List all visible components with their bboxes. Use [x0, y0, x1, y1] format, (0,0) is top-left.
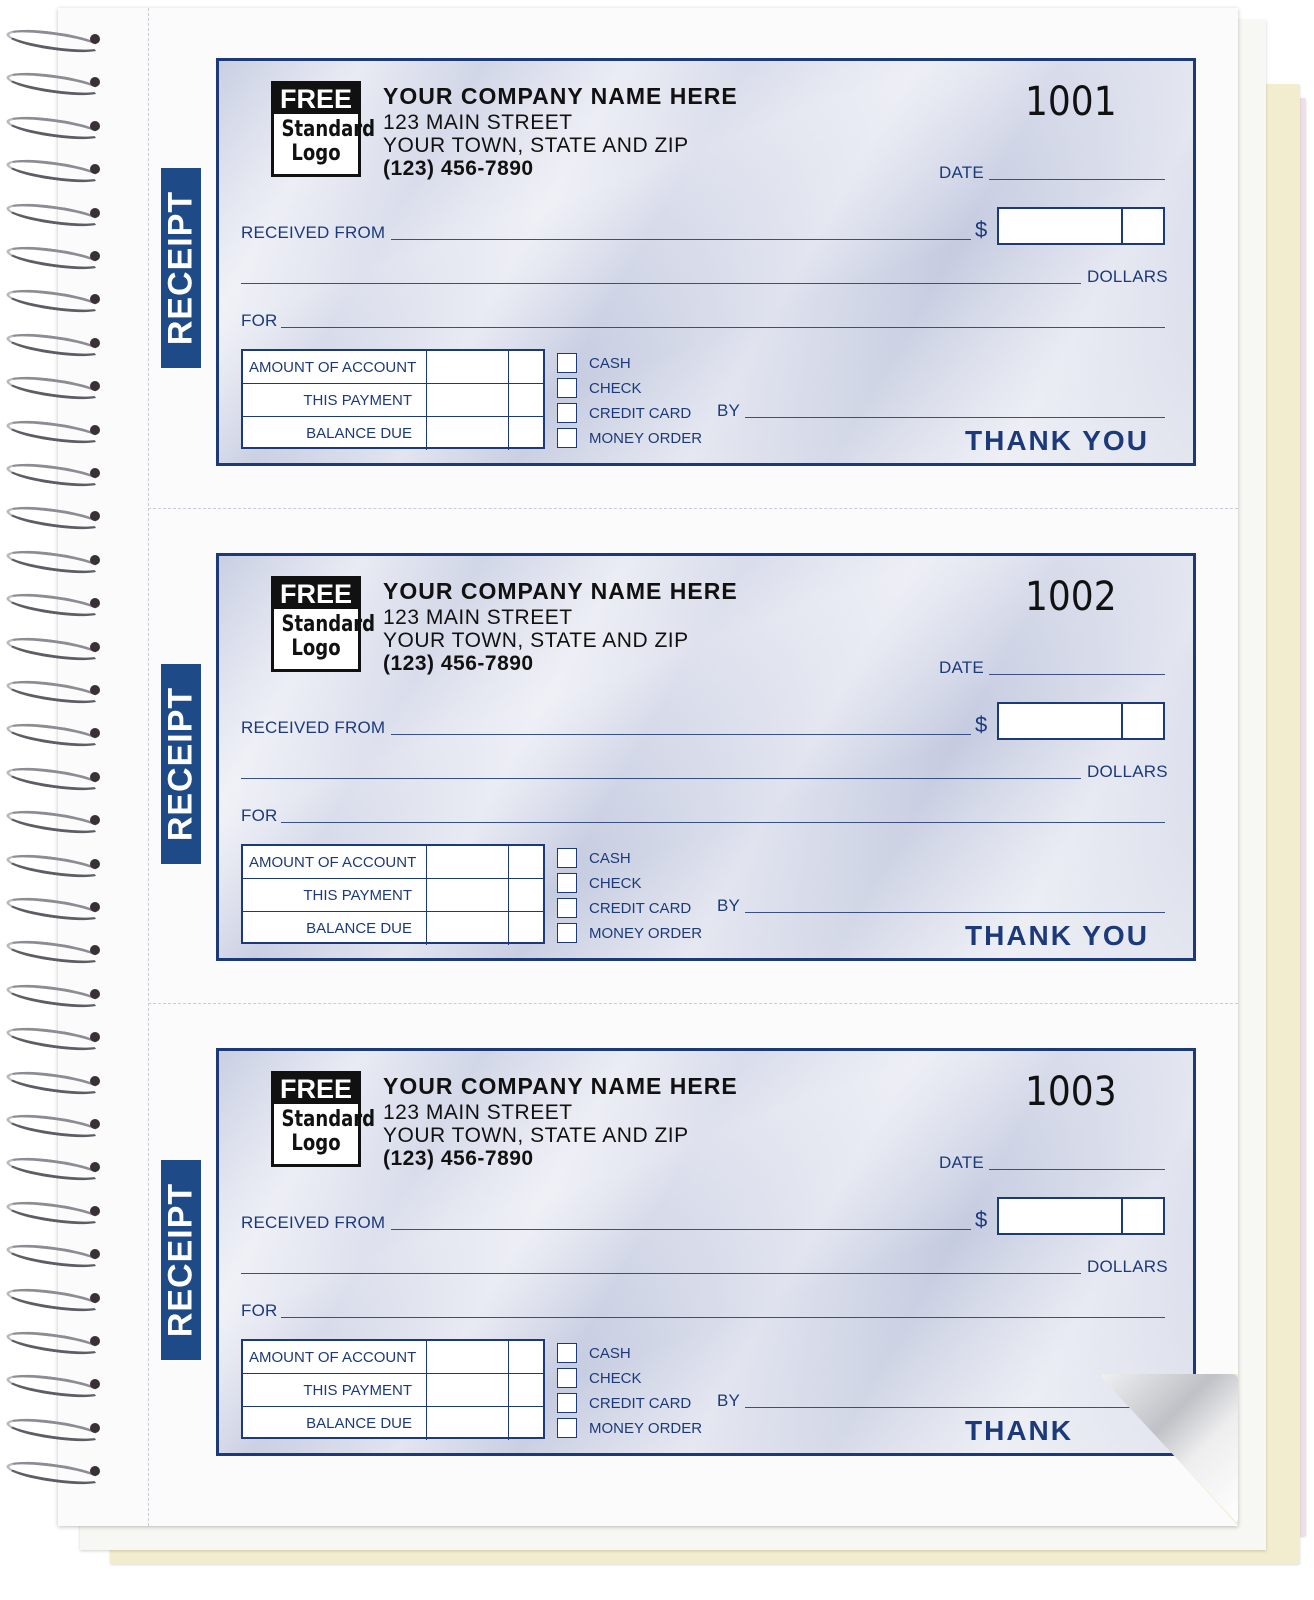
received-from-label: RECEIVED FROM	[241, 1213, 386, 1232]
company-phone: (123) 456-7890	[383, 652, 534, 675]
punch-hole	[90, 1076, 100, 1086]
spiral-coil	[6, 726, 102, 740]
spiral-coil	[6, 770, 102, 784]
punch-hole	[90, 381, 100, 391]
punch-hole	[90, 1249, 100, 1259]
punch-hole	[90, 642, 100, 652]
by-field[interactable]	[745, 1407, 1165, 1408]
for-field[interactable]	[281, 327, 1165, 328]
spiral-coil	[6, 1247, 102, 1261]
spiral-coil	[6, 292, 102, 306]
dollars-label: DOLLARS	[1087, 762, 1168, 781]
coil-wire	[5, 937, 103, 968]
by-label: BY	[717, 896, 741, 915]
spiral-coil	[6, 509, 102, 523]
spiral-coil	[6, 1074, 102, 1088]
company-street: 123 MAIN STREET	[383, 111, 573, 134]
spiral-coil	[6, 813, 102, 827]
spiral-coil	[6, 119, 102, 133]
coil-wire	[5, 1241, 103, 1272]
credit-card-label: CREDIT CARD	[589, 1395, 692, 1412]
punch-hole	[90, 1032, 100, 1042]
coil-wire	[5, 980, 103, 1011]
punch-hole	[90, 1336, 100, 1346]
punch-hole	[90, 859, 100, 869]
punch-hole	[90, 772, 100, 782]
coil-wire	[5, 1197, 103, 1228]
coil-wire	[5, 1458, 103, 1489]
thank-you-text: THANK	[965, 1415, 1073, 1446]
logo-free-text: FREE	[274, 1074, 358, 1104]
cash-label: CASH	[589, 850, 631, 867]
receipt-number: 1003	[1025, 1069, 1117, 1115]
cents-divider	[1121, 1199, 1123, 1233]
by-field[interactable]	[745, 912, 1165, 913]
punch-hole	[90, 338, 100, 348]
by-field[interactable]	[745, 417, 1165, 418]
tear-perforation	[148, 1003, 1238, 1004]
check-checkbox[interactable]	[557, 1368, 577, 1388]
balance-due-row	[243, 417, 543, 450]
balance-due-label: BALANCE DUE	[243, 417, 427, 450]
receipt-form	[216, 553, 1196, 961]
spiral-coil	[6, 1030, 102, 1044]
company-phone: (123) 456-7890	[383, 1147, 534, 1170]
logo-free-text: FREE	[274, 84, 358, 114]
coil-wire	[5, 1154, 103, 1185]
spiral-coil	[6, 1334, 102, 1348]
receipt-tab-label: RECEIPT	[161, 1182, 200, 1338]
amount-of-account-label: AMOUNT OF ACCOUNT	[243, 351, 427, 383]
punch-hole	[90, 1293, 100, 1303]
amount-box[interactable]	[997, 702, 1165, 740]
receipt-tab	[161, 664, 201, 864]
spiral-coil	[6, 900, 102, 914]
this-payment-row	[243, 879, 543, 912]
coil-wire	[5, 720, 103, 751]
spiral-binding	[0, 0, 110, 1600]
coil-wire	[5, 25, 103, 56]
cash-checkbox[interactable]	[557, 353, 577, 373]
spiral-coil	[6, 857, 102, 871]
money-order-checkbox[interactable]	[557, 1418, 577, 1438]
thank-you-text: THANK YOU	[965, 920, 1149, 951]
amount-of-account-field[interactable]	[427, 1341, 509, 1373]
coil-wire	[5, 807, 103, 838]
for-field[interactable]	[281, 822, 1165, 823]
this-payment-label: THIS PAYMENT	[243, 1374, 427, 1406]
spiral-coil	[6, 32, 102, 46]
coil-wire	[5, 1067, 103, 1098]
punch-hole	[90, 34, 100, 44]
money-order-label: MONEY ORDER	[589, 925, 703, 942]
dollar-sign: $	[975, 712, 988, 737]
logo-placeholder	[271, 1071, 376, 1167]
thank-you-text: THANK YOU	[965, 425, 1149, 456]
receipt-tab-label: RECEIPT	[161, 686, 200, 842]
coil-wire	[5, 590, 103, 621]
punch-hole	[90, 685, 100, 695]
amount-of-account-row	[243, 351, 543, 384]
receipt-tab	[161, 1160, 201, 1360]
this-payment-field[interactable]	[427, 1374, 509, 1406]
punch-hole	[90, 902, 100, 912]
spiral-coil	[6, 206, 102, 220]
amount-of-account-field[interactable]	[427, 846, 509, 878]
company-city: YOUR TOWN, STATE AND ZIP	[383, 629, 689, 652]
receipt-number: 1001	[1025, 79, 1117, 125]
by-label: BY	[717, 1391, 741, 1410]
balance-due-field[interactable]	[427, 912, 509, 945]
spiral-coil	[6, 1377, 102, 1391]
for-label: FOR	[241, 311, 278, 330]
this-payment-label: THIS PAYMENT	[243, 879, 427, 911]
coil-wire	[5, 676, 103, 707]
coil-wire	[5, 893, 103, 924]
dollars-label: DOLLARS	[1087, 267, 1168, 286]
punch-hole	[90, 815, 100, 825]
coil-wire	[5, 1110, 103, 1141]
logo-standard-text: Standard	[281, 117, 376, 142]
cents-divider	[1121, 209, 1123, 243]
punch-hole	[90, 598, 100, 608]
receipt-number: 1002	[1025, 574, 1117, 620]
company-street: 123 MAIN STREET	[383, 1101, 573, 1124]
spiral-coil	[6, 1291, 102, 1305]
coil-wire	[5, 546, 103, 577]
amount-box[interactable]	[997, 1197, 1165, 1235]
amount-of-account-field[interactable]	[427, 351, 509, 383]
check-label: CHECK	[589, 875, 642, 892]
punch-hole	[90, 164, 100, 174]
amount-of-account-label: AMOUNT OF ACCOUNT	[243, 846, 427, 878]
date-label: DATE	[939, 163, 984, 182]
account-grid	[241, 1339, 545, 1439]
amount-of-account-label: AMOUNT OF ACCOUNT	[243, 1341, 427, 1373]
punch-hole	[90, 989, 100, 999]
coil-wire	[5, 633, 103, 664]
spiral-coil	[6, 1117, 102, 1131]
stub-perforation	[148, 8, 149, 1526]
spiral-coil	[6, 162, 102, 176]
spiral-coil	[6, 379, 102, 393]
punch-hole	[90, 468, 100, 478]
cash-checkbox[interactable]	[557, 1343, 577, 1363]
this-payment-row	[243, 1374, 543, 1407]
receipt-form	[216, 1048, 1196, 1456]
coil-wire	[5, 373, 103, 404]
this-payment-field[interactable]	[427, 879, 509, 911]
balance-due-label: BALANCE DUE	[243, 1407, 427, 1440]
logo-placeholder	[271, 81, 376, 177]
coil-wire	[5, 199, 103, 230]
coil-wire	[5, 763, 103, 794]
check-label: CHECK	[589, 380, 642, 397]
company-city: YOUR TOWN, STATE AND ZIP	[383, 134, 689, 157]
dollars-written-field[interactable]	[241, 778, 1081, 779]
coil-wire	[5, 1414, 103, 1445]
company-city: YOUR TOWN, STATE AND ZIP	[383, 1124, 689, 1147]
spiral-coil	[6, 75, 102, 89]
date-field[interactable]	[989, 1169, 1165, 1170]
dollar-sign: $	[975, 1207, 988, 1232]
company-street: 123 MAIN STREET	[383, 606, 573, 629]
spiral-coil	[6, 553, 102, 567]
for-label: FOR	[241, 1301, 278, 1320]
punch-hole	[90, 425, 100, 435]
coil-wire	[5, 156, 103, 187]
punch-hole	[90, 208, 100, 218]
punch-hole	[90, 121, 100, 131]
credit-card-checkbox[interactable]	[557, 1393, 577, 1413]
coil-wire	[5, 1284, 103, 1315]
spiral-coil	[6, 336, 102, 350]
dollars-label: DOLLARS	[1087, 1257, 1168, 1276]
money-order-checkbox[interactable]	[557, 923, 577, 943]
balance-due-row	[243, 912, 543, 945]
logo-free-text: FREE	[274, 579, 358, 609]
spiral-coil	[6, 423, 102, 437]
this-payment-row	[243, 384, 543, 417]
credit-card-checkbox[interactable]	[557, 898, 577, 918]
amount-of-account-row	[243, 1341, 543, 1374]
for-label: FOR	[241, 806, 278, 825]
company-phone: (123) 456-7890	[383, 157, 534, 180]
date-field[interactable]	[989, 179, 1165, 180]
money-order-checkbox[interactable]	[557, 428, 577, 448]
punch-hole	[90, 1466, 100, 1476]
coil-wire	[5, 459, 103, 490]
date-label: DATE	[939, 658, 984, 677]
spiral-coil	[6, 1160, 102, 1174]
received-from-field[interactable]	[391, 1229, 971, 1230]
received-from-field[interactable]	[391, 734, 971, 735]
money-order-label: MONEY ORDER	[589, 430, 703, 447]
coil-wire	[5, 1024, 103, 1055]
account-grid	[241, 349, 545, 449]
credit-card-label: CREDIT CARD	[589, 900, 692, 917]
check-label: CHECK	[589, 1370, 642, 1387]
logo-standard-text: Standard	[281, 1107, 376, 1132]
dollars-written-field[interactable]	[241, 283, 1081, 284]
coil-wire	[5, 503, 103, 534]
date-field[interactable]	[989, 674, 1165, 675]
punch-hole	[90, 555, 100, 565]
spiral-coil	[6, 640, 102, 654]
logo-logo-text: Logo	[291, 636, 341, 661]
company-name: YOUR COMPANY NAME HERE	[383, 83, 738, 109]
coil-wire	[5, 850, 103, 881]
received-from-label: RECEIVED FROM	[241, 718, 386, 737]
spiral-coil	[6, 943, 102, 957]
balance-due-field[interactable]	[427, 417, 509, 450]
spiral-coil	[6, 1421, 102, 1435]
punch-hole	[90, 251, 100, 261]
coil-wire	[5, 1327, 103, 1358]
receipt-tab	[161, 168, 201, 368]
spiral-coil	[6, 987, 102, 1001]
cash-label: CASH	[589, 355, 631, 372]
receipt-form	[216, 58, 1196, 466]
tear-perforation	[148, 508, 1238, 509]
account-grid	[241, 844, 545, 944]
company-name: YOUR COMPANY NAME HERE	[383, 1073, 738, 1099]
coil-wire	[5, 1371, 103, 1402]
balance-due-row	[243, 1407, 543, 1440]
company-name: YOUR COMPANY NAME HERE	[383, 578, 738, 604]
cents-divider	[1121, 704, 1123, 738]
dollar-sign: $	[975, 217, 988, 242]
cash-label: CASH	[589, 1345, 631, 1362]
spiral-coil	[6, 249, 102, 263]
receipt-tab-label: RECEIPT	[161, 190, 200, 346]
coil-wire	[5, 329, 103, 360]
balance-due-label: BALANCE DUE	[243, 912, 427, 945]
logo-placeholder	[271, 576, 376, 672]
coil-wire	[5, 242, 103, 273]
date-label: DATE	[939, 1153, 984, 1172]
cash-checkbox[interactable]	[557, 848, 577, 868]
logo-logo-text: Logo	[291, 1131, 341, 1156]
this-payment-label: THIS PAYMENT	[243, 384, 427, 416]
amount-box[interactable]	[997, 207, 1165, 245]
received-from-label: RECEIVED FROM	[241, 223, 386, 242]
by-label: BY	[717, 401, 741, 420]
punch-hole	[90, 1423, 100, 1433]
punch-hole	[90, 1206, 100, 1216]
spiral-coil	[6, 683, 102, 697]
amount-of-account-row	[243, 846, 543, 879]
credit-card-label: CREDIT CARD	[589, 405, 692, 422]
logo-logo-text: Logo	[291, 141, 341, 166]
this-payment-field[interactable]	[427, 384, 509, 416]
spiral-coil	[6, 1204, 102, 1218]
spiral-coil	[6, 1464, 102, 1478]
for-field[interactable]	[281, 1317, 1165, 1318]
check-checkbox[interactable]	[557, 378, 577, 398]
coil-wire	[5, 416, 103, 447]
money-order-label: MONEY ORDER	[589, 1420, 703, 1437]
logo-standard-text: Standard	[281, 612, 376, 637]
received-from-field[interactable]	[391, 239, 971, 240]
check-checkbox[interactable]	[557, 873, 577, 893]
coil-wire	[5, 69, 103, 100]
coil-wire	[5, 112, 103, 143]
balance-due-field[interactable]	[427, 1407, 509, 1440]
dollars-written-field[interactable]	[241, 1273, 1081, 1274]
credit-card-checkbox[interactable]	[557, 403, 577, 423]
coil-wire	[5, 286, 103, 317]
spiral-coil	[6, 466, 102, 480]
spiral-coil	[6, 596, 102, 610]
punch-hole	[90, 1119, 100, 1129]
